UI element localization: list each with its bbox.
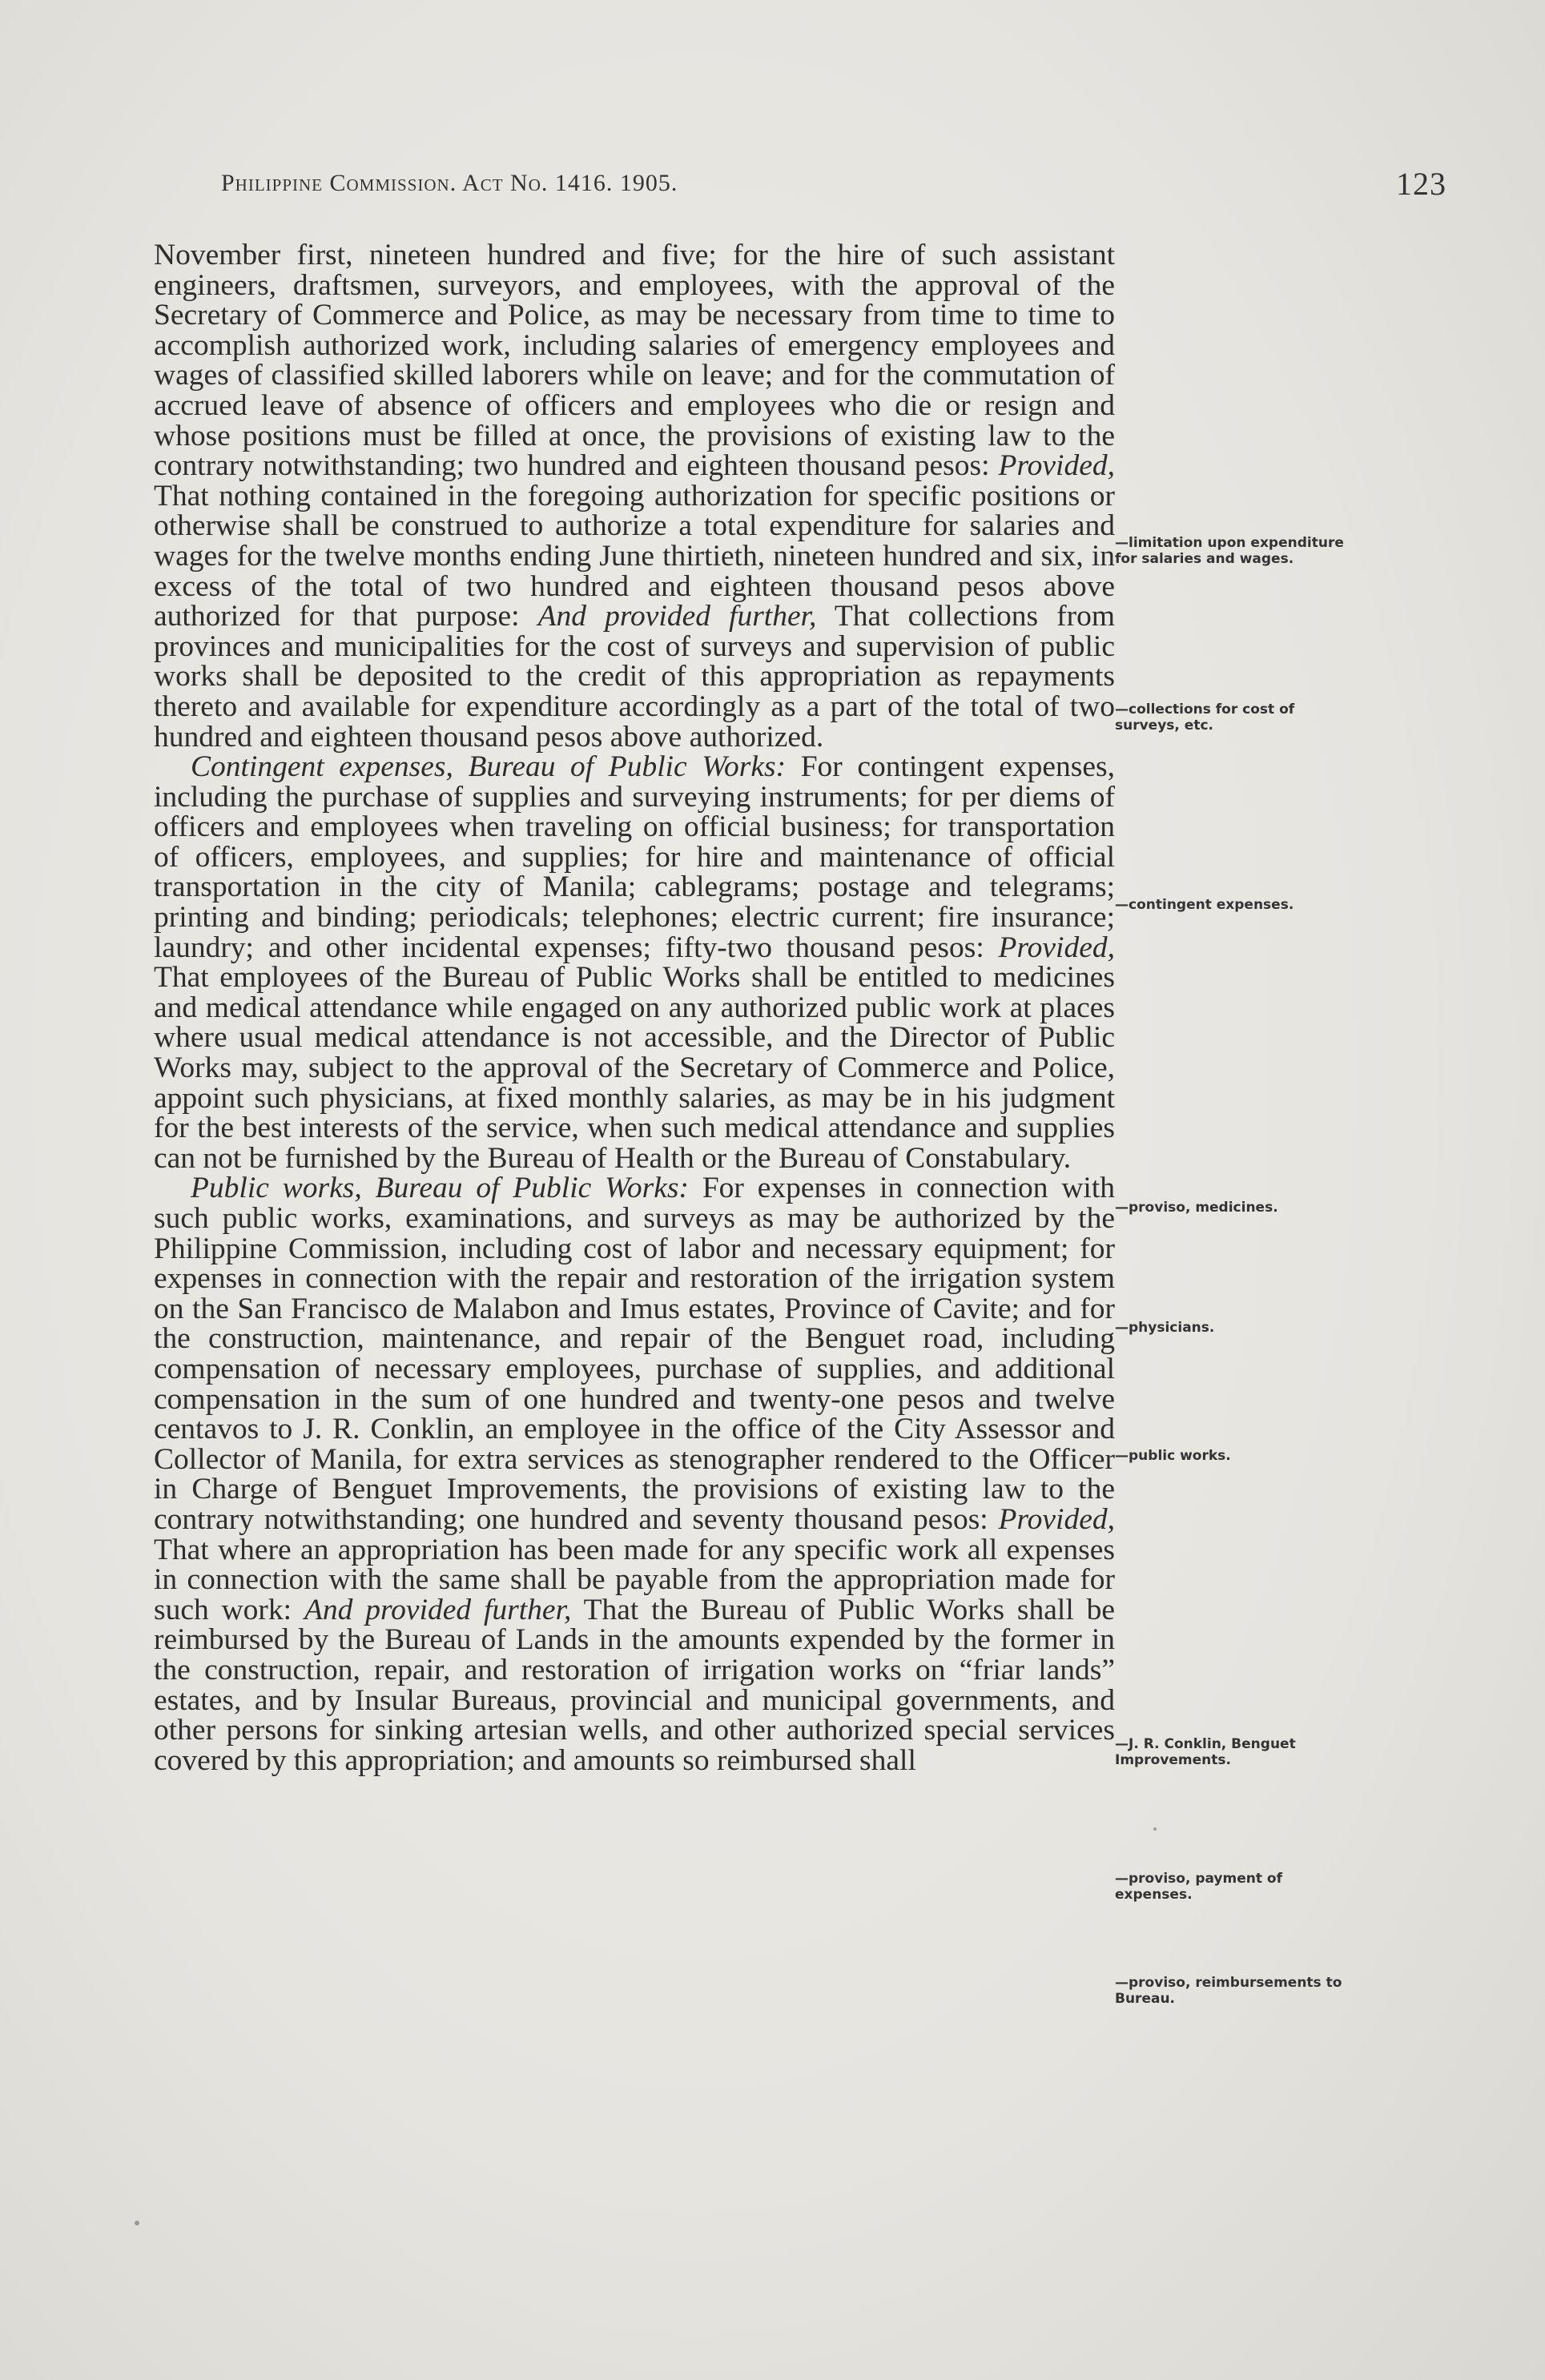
paragraph [154, 752, 1115, 1173]
text-run: That collections from provinces and municipalities for the cost of surveys and supervision of public works shall be deposited to the credit of this appropriation as repayments thereto and available for expenditure accordingly as a part of the total of two hundred and eighteen thousand pesos above authorized. [154, 600, 1116, 754]
text-run: November first, nineteen hundred and five; for the hire of such assistant engineers, draftsmen, surveyors, and employees, with the approval of the Secretary of Commerce and Police, as may be necessary from time to time to accomplish authorized work, including salaries of emergency employees and wages of classified skilled laborers while on leave; and for the commutation of accrued leave of absence of officers and employees who die or resign and whose positions must be filled at once, the provisions of existing law to the contrary notwithstanding; two hundred and eighteen thousand pesos: [154, 239, 1115, 483]
italic-run: And provided further, [304, 1593, 572, 1626]
running-header [221, 166, 1446, 210]
margin-note: —physicians. [1115, 1320, 1215, 1336]
text-run: For contingent expenses, including the purchase of supplies and surveying instruments; for per diems of officers and employees when traveling on official business; for transportation of officers, employees, and supplies; for hire and maintenance of official transportation in the city of Manila; cablegrams; postage and telegrams; printing and binding; periodicals; telephones; electric current; fire insurance; laundry; and other incidental expenses; fifty-two thousand pesos: [154, 750, 1115, 964]
paragraph [154, 240, 1115, 752]
margin-note: —proviso, reimbursements to Bureau. [1115, 1975, 1342, 2007]
text-run: That where an appropriation has been made for any specific work all expenses in connection with the same shall be payable from the appropriation made for such work: [154, 1533, 1115, 1626]
text-run: That employees of the Bureau of Public Works shall be entitled to medicines and medical attendance while engaged on any authorized public work at places where usual medical attendance is not accessible, and the Director of Public Works may, subject to the approval of the Secretary of Commerce and Police, appoint such physicians, at fixed monthly salaries, as may be in his judgment for the best interests of the service, when such medical attendance and supplies can not be furnished by the Bureau of Health or the Bureau of Constabulary. [154, 961, 1115, 1175]
italic-run: And provided further, [537, 600, 817, 633]
italic-run: Provided, [998, 449, 1115, 483]
italic-run: Provided, [998, 1502, 1115, 1536]
margin-note: —public works. [1115, 1448, 1231, 1464]
margin-note: —contingent expenses. [1115, 897, 1294, 913]
margin-note: —proviso, medicines. [1115, 1200, 1278, 1216]
text-run: That the Bureau of Public Works shall be reimbursed by the Bureau of Lands in the amounts expended by the former in the construction, repair, and restoration of irrigation works on “friar lands” estates, and by Insular Bureaus, provincial and municipal governments, and other persons for sinking artesian wells, and other authorized special services covered by this appropriation; and amounts so reimbursed shall [154, 1593, 1116, 1777]
text-run: For expenses in connection with such public works, examinations, and surveys as may be authorized by the Philippine Commission, including cost of labor and necessary equipment; for expenses in connection with the repair and restoration of the irrigation system on the San Francisco de Malabon and Imus estates, Province of Cavite; and for the construction, maintenance, and repair of the Benguet road, including compensation of necessary employees, purchase of supplies, and additional compensation in the sum of one hundred and twenty-one pesos and twelve centavos to J. R. Conklin, an employee in the office of the City Assessor and Collector of Manila, for extra services as stenographer rendered to the Officer in Charge of Benguet Improvements, the provisions of existing law to the contrary notwithstanding; one hundred and seventy thousand pesos: [154, 1172, 1116, 1536]
margin-note: —proviso, payment of expenses. [1115, 1871, 1282, 1903]
italic-run: Provided, [998, 931, 1115, 964]
running-title: Philippine Commission. Act No. 1416. 1905. [221, 170, 678, 196]
margin-note: —J. R. Conklin, Benguet Improvements. [1115, 1736, 1296, 1768]
text-run: That nothing contained in the foregoing authorization for specific positions or otherwise shall be construed to authorize a total expenditure for salaries and wages for the twelve months ending June thirtieth, nineteen hundred and six, in excess of the total of two hundred and eighteen thousand pesos above authorized for that purpose: [154, 479, 1115, 633]
italic-run: Public works, Bureau of Public Works: [191, 1172, 689, 1205]
paragraph [154, 1173, 1115, 1775]
body-text [154, 240, 1115, 1775]
italic-run: Contingent expenses, Bureau of Public Works: [191, 750, 787, 784]
margin-note: —collections for cost of surveys, etc. [1115, 702, 1295, 734]
scan-speck [135, 2221, 139, 2225]
page-number: 123 [1396, 166, 1446, 202]
scan-speck [1153, 1827, 1157, 1831]
margin-note: —limitation upon expenditure for salaries and wages. [1115, 535, 1344, 567]
